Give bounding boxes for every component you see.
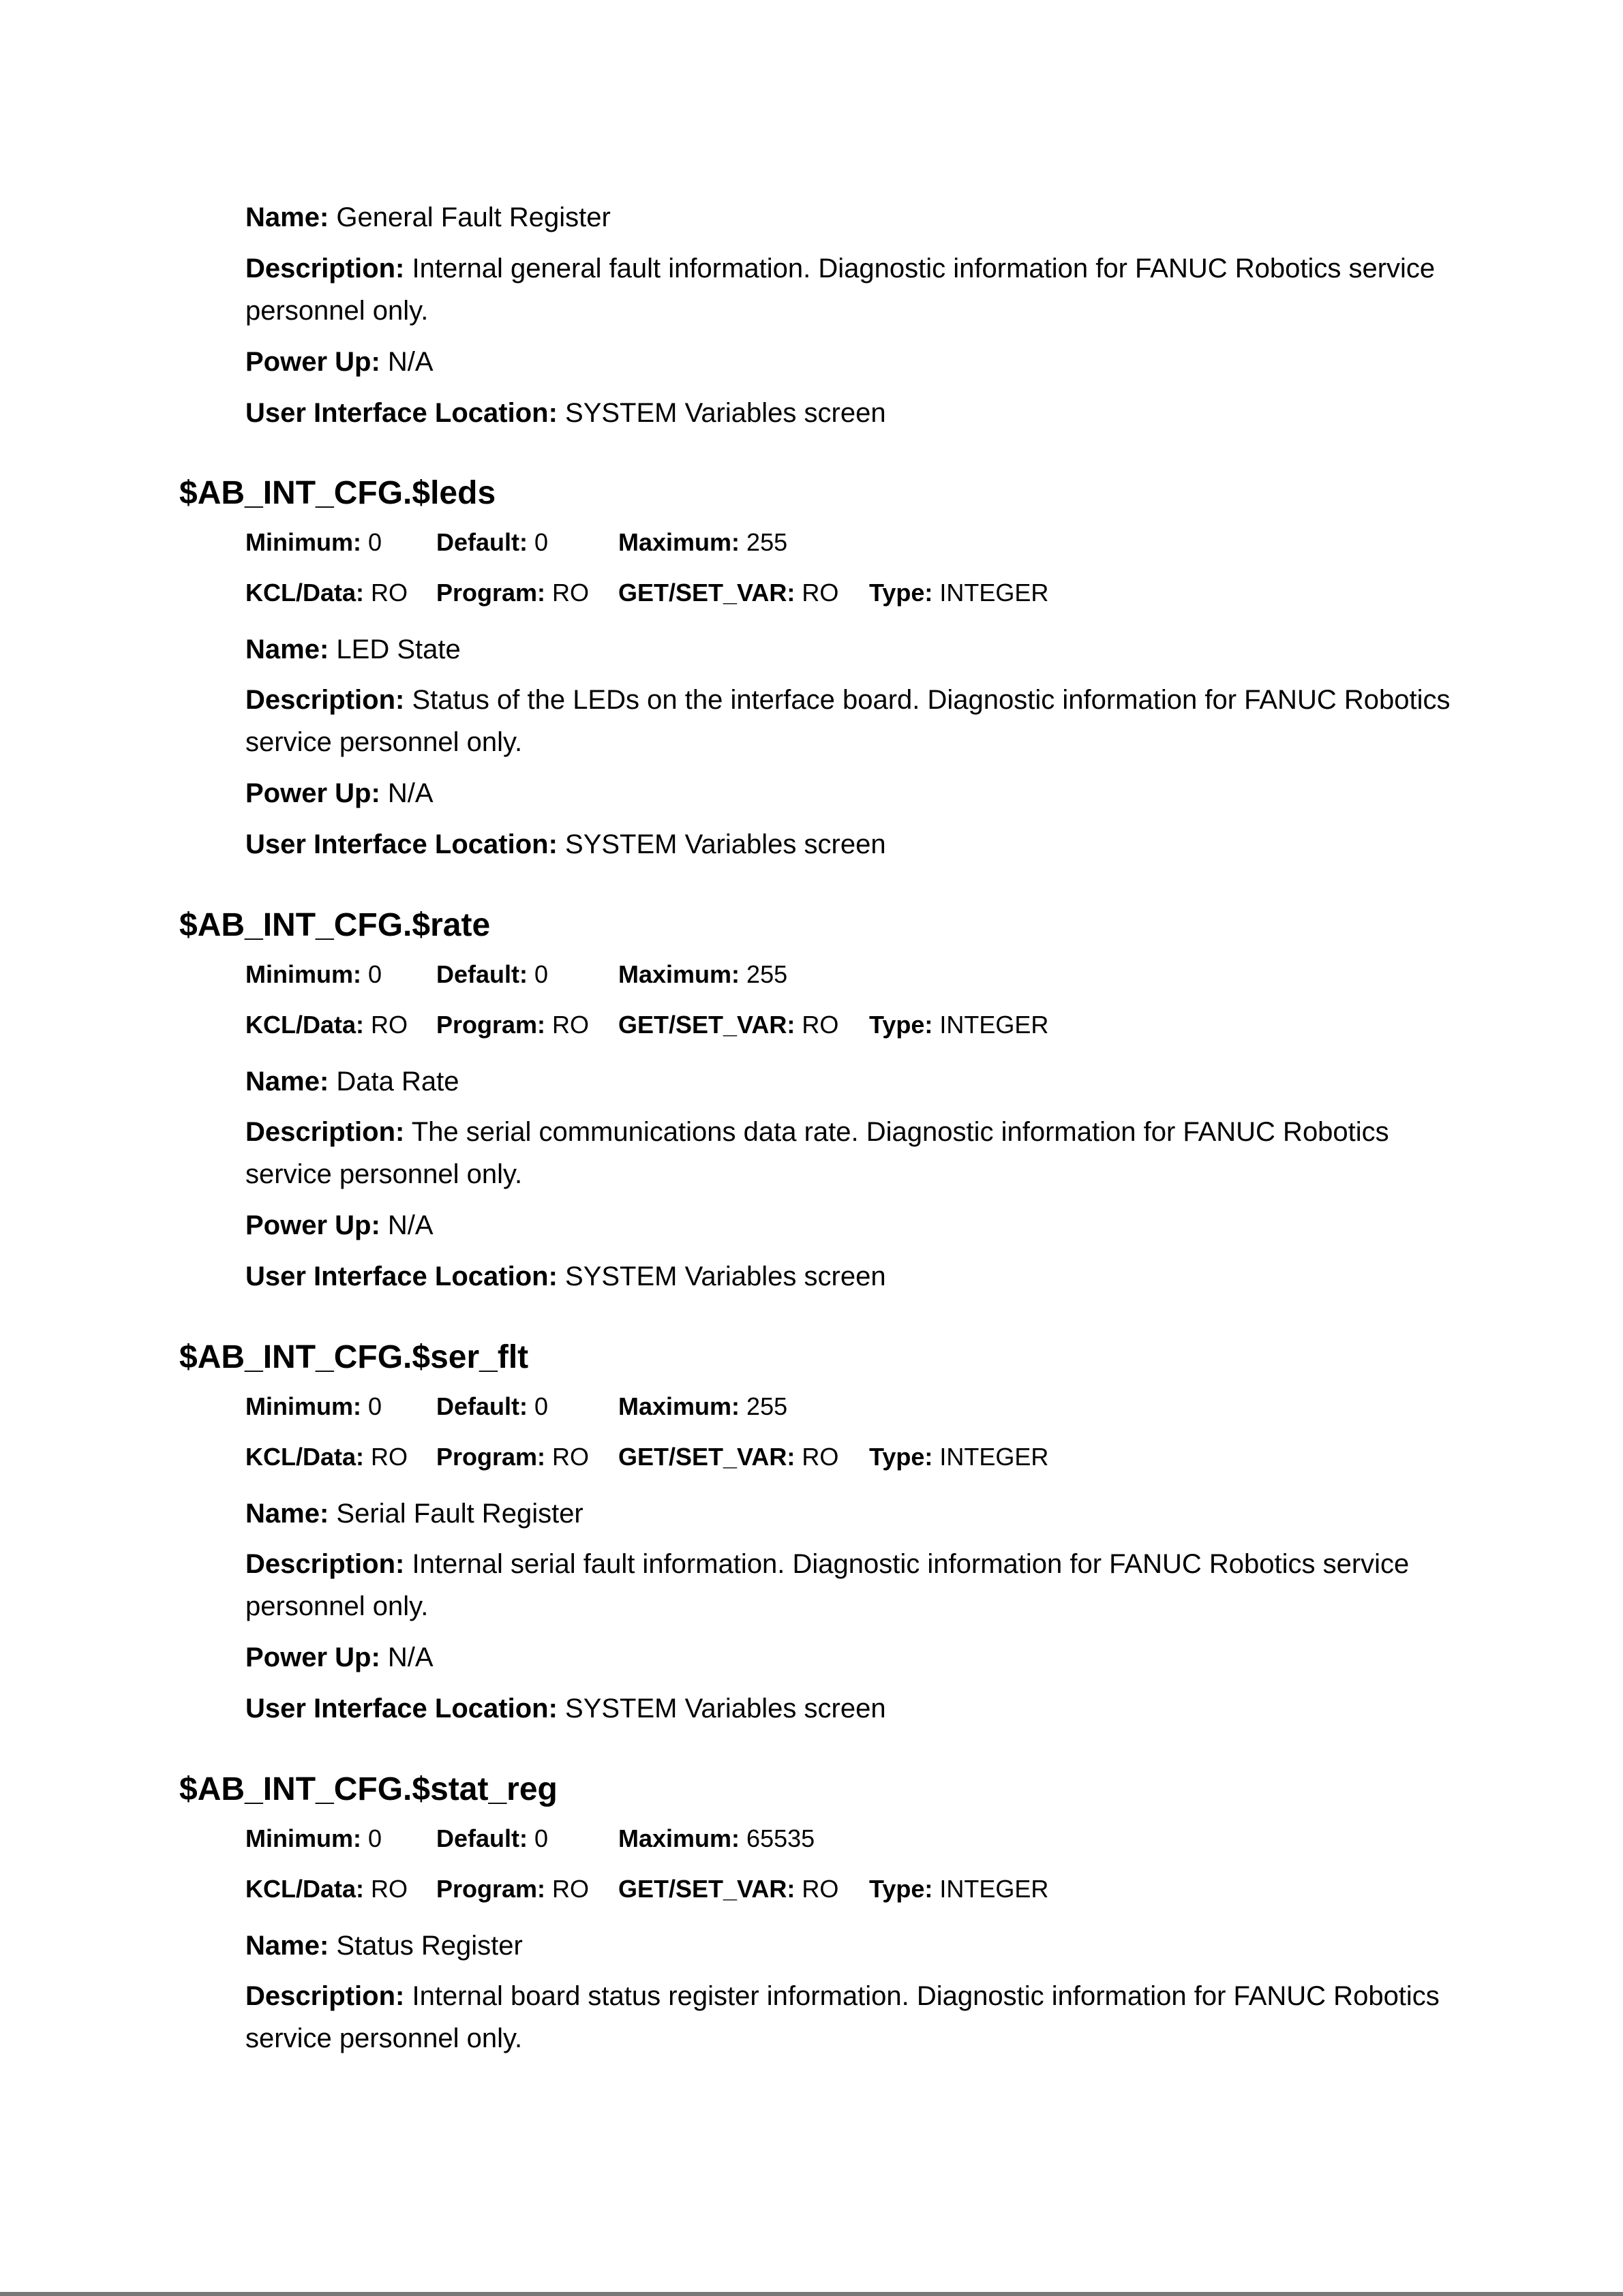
power-up-value: N/A — [387, 1642, 434, 1672]
description-line — [245, 1111, 1472, 1195]
minimum-field — [245, 530, 382, 555]
name-line — [245, 628, 461, 671]
kcl-field — [245, 1877, 408, 1901]
default-value: 0 — [534, 528, 549, 556]
program-label: Program: — [436, 579, 546, 607]
ui-location-line — [245, 1687, 886, 1730]
maximum-field — [618, 962, 787, 987]
default-value: 0 — [534, 960, 549, 988]
maximum-field — [618, 1826, 815, 1851]
power-up-value: N/A — [387, 778, 434, 808]
ui-location-label: User Interface Location: — [245, 398, 558, 428]
program-field — [436, 1877, 589, 1901]
type-value: INTEGER — [939, 1011, 1049, 1039]
kcl-value: RO — [371, 579, 408, 607]
maximum-label: Maximum: — [618, 528, 740, 556]
minimum-label: Minimum: — [245, 528, 361, 556]
type-label: Type: — [869, 1875, 933, 1903]
kcl-label: KCL/Data: — [245, 579, 365, 607]
type-label: Type: — [869, 579, 933, 607]
program-value: RO — [552, 1443, 590, 1471]
power-up-label: Power Up: — [245, 1642, 380, 1672]
ui-location-line — [245, 392, 886, 434]
getset-label: GET/SET_VAR: — [618, 1443, 795, 1471]
description-line — [245, 1543, 1472, 1627]
name-value: LED State — [336, 634, 461, 664]
description-label: Description: — [245, 685, 405, 715]
minimum-field — [245, 1826, 382, 1851]
ui-location-value: SYSTEM Variables screen — [565, 829, 886, 859]
ui-location-value: SYSTEM Variables screen — [565, 1261, 886, 1291]
kcl-value: RO — [371, 1443, 408, 1471]
description-line — [245, 247, 1472, 332]
power-up-line — [245, 1636, 434, 1679]
power-up-value: N/A — [387, 1210, 434, 1240]
program-value: RO — [552, 1011, 590, 1039]
maximum-field — [618, 1394, 787, 1419]
power-up-line — [245, 772, 434, 814]
description-label: Description: — [245, 1549, 405, 1579]
minimum-value: 0 — [368, 960, 382, 988]
default-label: Default: — [436, 1392, 528, 1420]
program-value: RO — [552, 1875, 590, 1903]
default-field — [436, 962, 548, 987]
name-line — [245, 1493, 583, 1535]
getset-value: RO — [802, 579, 839, 607]
variable-title: $AB_INT_CFG.$stat_reg — [179, 1771, 558, 1807]
name-label: Name: — [245, 634, 329, 664]
default-field — [436, 1394, 548, 1419]
getset-value: RO — [802, 1875, 839, 1903]
getset-field — [618, 1877, 838, 1901]
maximum-field — [618, 530, 787, 555]
getset-value: RO — [802, 1011, 839, 1039]
name-value: Serial Fault Register — [336, 1499, 583, 1529]
minimum-label: Minimum: — [245, 960, 361, 988]
ui-location-label: User Interface Location: — [245, 1694, 558, 1724]
default-label: Default: — [436, 1824, 528, 1852]
variable-title: $AB_INT_CFG.$leds — [179, 475, 496, 511]
kcl-field — [245, 581, 408, 605]
type-field — [869, 1445, 1048, 1469]
minimum-value: 0 — [368, 1824, 382, 1852]
getset-label: GET/SET_VAR: — [618, 1011, 795, 1039]
maximum-label: Maximum: — [618, 1392, 740, 1420]
kcl-label: KCL/Data: — [245, 1875, 365, 1903]
default-label: Default: — [436, 960, 528, 988]
program-field — [436, 1445, 589, 1469]
name-value: General Fault Register — [336, 202, 611, 232]
name-value: Status Register — [336, 1931, 523, 1961]
description-line — [245, 1975, 1472, 2060]
power-up-label: Power Up: — [245, 347, 380, 377]
description-label: Description: — [245, 1117, 405, 1147]
minimum-value: 0 — [368, 528, 382, 556]
getset-field — [618, 1013, 838, 1037]
minimum-label: Minimum: — [245, 1824, 361, 1852]
name-label: Name: — [245, 202, 329, 232]
default-label: Default: — [436, 528, 528, 556]
ui-location-line — [245, 1255, 886, 1298]
power-up-label: Power Up: — [245, 1210, 380, 1240]
type-field — [869, 1013, 1048, 1037]
kcl-value: RO — [371, 1011, 408, 1039]
program-field — [436, 581, 589, 605]
power-up-label: Power Up: — [245, 778, 380, 808]
ui-location-value: SYSTEM Variables screen — [565, 398, 886, 428]
name-label: Name: — [245, 1499, 329, 1529]
getset-field — [618, 581, 838, 605]
power-up-line — [245, 1204, 434, 1246]
minimum-field — [245, 1394, 382, 1419]
power-up-line — [245, 341, 434, 383]
maximum-label: Maximum: — [618, 1824, 740, 1852]
getset-label: GET/SET_VAR: — [618, 579, 795, 607]
type-field — [869, 1877, 1048, 1901]
page-bottom-rule — [0, 2292, 1623, 2296]
maximum-value: 65535 — [746, 1824, 815, 1852]
type-value: INTEGER — [939, 1443, 1049, 1471]
kcl-label: KCL/Data: — [245, 1011, 365, 1039]
description-value: Internal general fault information. Diagnostic information for FANUC Robotics service personnel only. — [245, 254, 1436, 326]
ui-location-value: SYSTEM Variables screen — [565, 1694, 886, 1724]
getset-label: GET/SET_VAR: — [618, 1875, 795, 1903]
variable-title: $AB_INT_CFG.$rate — [179, 907, 491, 943]
minimum-field — [245, 962, 382, 987]
power-up-value: N/A — [387, 347, 434, 377]
kcl-field — [245, 1013, 408, 1037]
name-label: Name: — [245, 1931, 329, 1961]
name-line — [245, 196, 611, 239]
name-label: Name: — [245, 1067, 329, 1097]
description-value: Internal board status register information. Diagnostic information for FANUC Robotics service personnel only. — [245, 1981, 1440, 2053]
description-label: Description: — [245, 1981, 405, 2011]
kcl-label: KCL/Data: — [245, 1443, 365, 1471]
program-label: Program: — [436, 1875, 546, 1903]
default-value: 0 — [534, 1392, 549, 1420]
ui-location-line — [245, 823, 886, 866]
maximum-value: 255 — [746, 1392, 788, 1420]
variable-title: $AB_INT_CFG.$ser_flt — [179, 1339, 529, 1375]
default-field — [436, 1826, 548, 1851]
getset-field — [618, 1445, 838, 1469]
type-field — [869, 581, 1048, 605]
name-line — [245, 1925, 523, 1967]
type-label: Type: — [869, 1011, 933, 1039]
description-value: Internal serial fault information. Diagnostic information for FANUC Robotics service personnel only. — [245, 1549, 1410, 1621]
description-line — [245, 679, 1472, 763]
maximum-value: 255 — [746, 960, 788, 988]
default-value: 0 — [534, 1824, 549, 1852]
description-value: The serial communications data rate. Diagnostic information for FANUC Robotics service personnel only. — [245, 1117, 1389, 1189]
type-value: INTEGER — [939, 579, 1049, 607]
program-value: RO — [552, 579, 590, 607]
program-field — [436, 1013, 589, 1037]
type-value: INTEGER — [939, 1875, 1049, 1903]
ui-location-label: User Interface Location: — [245, 829, 558, 859]
description-label: Description: — [245, 254, 405, 284]
getset-value: RO — [802, 1443, 839, 1471]
program-label: Program: — [436, 1443, 546, 1471]
type-label: Type: — [869, 1443, 933, 1471]
program-label: Program: — [436, 1011, 546, 1039]
maximum-label: Maximum: — [618, 960, 740, 988]
name-line — [245, 1060, 459, 1103]
kcl-field — [245, 1445, 408, 1469]
maximum-value: 255 — [746, 528, 788, 556]
default-field — [436, 530, 548, 555]
minimum-value: 0 — [368, 1392, 382, 1420]
description-value: Status of the LEDs on the interface board. Diagnostic information for FANUC Robotics service personnel only. — [245, 685, 1451, 757]
kcl-value: RO — [371, 1875, 408, 1903]
name-value: Data Rate — [336, 1067, 459, 1097]
minimum-label: Minimum: — [245, 1392, 361, 1420]
ui-location-label: User Interface Location: — [245, 1261, 558, 1291]
